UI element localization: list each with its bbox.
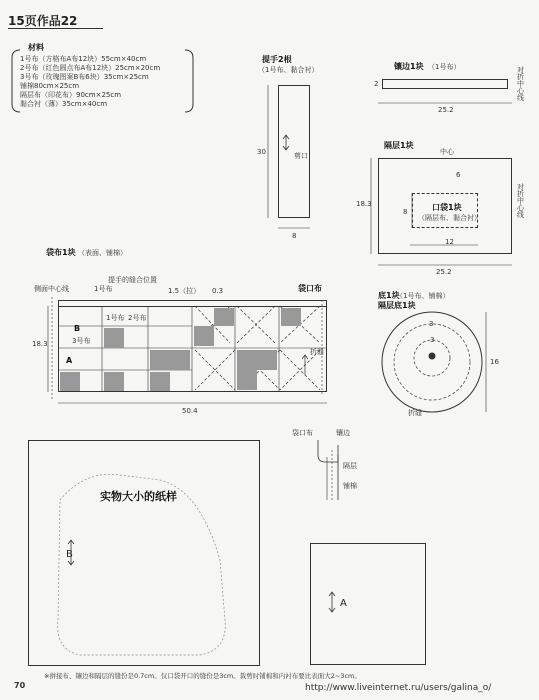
- pattern-B: B: [66, 549, 73, 560]
- page-title: 15页作品22: [8, 14, 78, 28]
- bag-height: 18.3: [32, 340, 48, 348]
- base-diameter: 16: [490, 358, 499, 366]
- patch-red: [104, 328, 124, 348]
- base-r1: 3: [429, 320, 434, 328]
- bag-pocket: 袋口布: [298, 284, 322, 293]
- section-label: 袋口布: [292, 429, 313, 437]
- bag-width: 50.4: [182, 407, 198, 415]
- base-r2: 3: [430, 336, 435, 344]
- binding-sub: （1号布）: [428, 63, 461, 71]
- bag-label1: 1号布: [94, 285, 113, 293]
- lining-height: 18.3: [356, 200, 372, 208]
- patch-red: [60, 372, 80, 391]
- pattern-title: 实物大小的纸样: [100, 490, 177, 503]
- base-edge: 折缝: [408, 409, 422, 417]
- base-title2: 隔层底1块: [378, 301, 416, 310]
- base-title: 底1块: [378, 291, 400, 300]
- patch-red: [237, 370, 257, 390]
- pocket-sub: （隔层布、黏合衬）: [418, 214, 481, 222]
- bag-title: 袋布1块: [46, 248, 76, 257]
- footer-note: ※拼接布、镶边和隔层的缝份是0.7cm。仅口袋开口的缝份是3cm。裁剪时铺棉和内衬布要比表面大2~3cm。: [44, 672, 361, 680]
- base-sub: （1号布、铺棉）: [396, 292, 450, 300]
- materials-line: 铺棉80cm×25cm: [20, 82, 80, 90]
- lining-center: 中心: [440, 148, 454, 156]
- patch-red: [194, 326, 214, 346]
- bag-d03: 0.3: [212, 287, 224, 295]
- patch-red: [150, 350, 170, 370]
- bag-n3: 3号布: [72, 337, 91, 345]
- lining-side: 对 折 中 心 线: [517, 183, 524, 219]
- handle-sub: （1号布、黏合衬）: [258, 66, 319, 74]
- lining-width: 25.2: [436, 268, 452, 276]
- pattern-piece-A: [310, 543, 426, 665]
- binding-width: 25.2: [438, 106, 454, 114]
- materials-line: 隔层布（印花布）90cm×25cm: [20, 91, 122, 99]
- binding-title: 镶边1块: [394, 62, 424, 71]
- patch-red: [150, 372, 170, 391]
- title-rule: [8, 28, 103, 29]
- handle-width: 8: [292, 232, 297, 240]
- materials-line: 1号布（方格布A布12块）55cm×40cm: [20, 55, 147, 63]
- binding-side: 对 折 中 心 线: [517, 66, 524, 102]
- page-number: 70: [14, 681, 26, 690]
- pocket-dim: 6: [456, 171, 461, 179]
- bag-n2: 2号布: [128, 314, 147, 322]
- pocket-dim: 12: [445, 238, 454, 246]
- materials-line: 3号布（玫瑰图案B布6块）35cm×25cm: [20, 73, 149, 81]
- section-label: 铺棉: [343, 482, 357, 490]
- patch-red: [170, 350, 190, 370]
- binding-height: 2: [374, 80, 379, 88]
- section-label: 隔层: [343, 462, 357, 470]
- bag-band: [58, 300, 327, 306]
- pocket-title: 口袋1块: [432, 203, 462, 212]
- materials-heading: 材料: [28, 43, 44, 52]
- patch-red: [104, 372, 124, 391]
- bag-n1: 1号布: [106, 314, 125, 322]
- patch-red: [281, 308, 301, 326]
- handle-fold: 剪口: [294, 152, 308, 160]
- bag-edge: 折缝: [310, 348, 324, 356]
- patch-red: [237, 350, 257, 370]
- binding-piece: [382, 79, 508, 89]
- pocket-dim: 8: [403, 208, 408, 216]
- handle-title: 提手2根: [262, 55, 292, 64]
- lining-title: 隔层1块: [384, 141, 414, 150]
- handle-height: 30: [257, 148, 266, 156]
- source-link[interactable]: http://www.liveinternet.ru/users/galina_o/: [305, 683, 492, 693]
- bag-handle-pos: 提手的缝合位置: [108, 276, 157, 284]
- bag-sub: （表面、铺棉）: [78, 249, 127, 257]
- pattern-A: A: [340, 598, 347, 609]
- bag-B: B: [74, 324, 81, 333]
- pattern-frame: [28, 440, 260, 666]
- materials-line: 2号布（红色圆点布A布12块）25cm×20cm: [20, 64, 161, 72]
- section-label: 镶边: [336, 429, 350, 437]
- patch-red: [214, 308, 234, 326]
- bag-A: A: [66, 356, 73, 365]
- materials-line: 黏合衬（薄）35cm×40cm: [20, 100, 108, 108]
- bag-d15: 1.5（拉）: [168, 287, 201, 295]
- bag-left-label: 侧面中心线: [34, 285, 69, 293]
- patch-red: [257, 350, 277, 370]
